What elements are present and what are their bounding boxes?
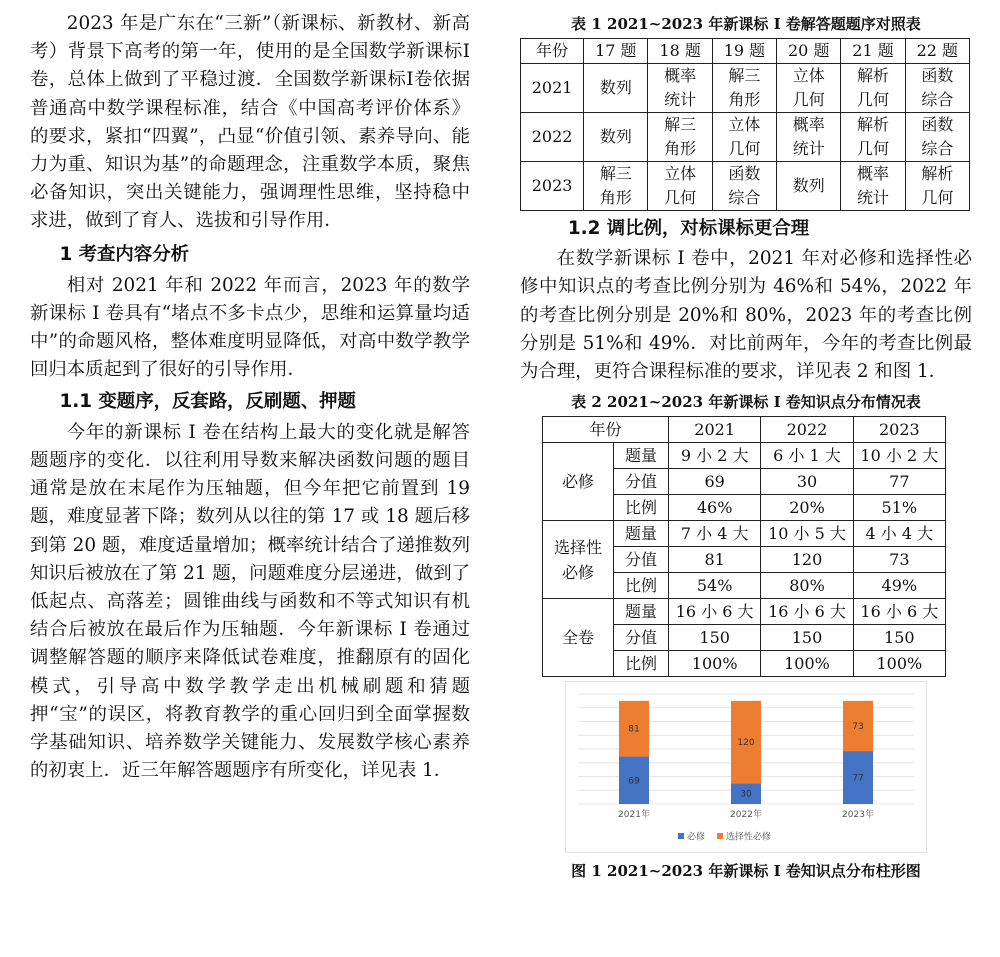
table-1-cell: 概率 统计: [777, 113, 841, 162]
table-1-cell: 解析 几何: [905, 162, 969, 211]
right-column: [520, 0, 972, 881]
table-2-metric-cell: 题量: [614, 443, 669, 469]
table-2-year-cell: 2021: [669, 417, 761, 443]
table-2-header-row: [543, 417, 946, 443]
table-2-cell: 120: [761, 547, 853, 573]
table-1-cell: 数列: [777, 162, 841, 211]
table-2-cell: 30: [761, 469, 853, 495]
table-2-cell: 100%: [853, 651, 945, 677]
table-1-header-cell: 21 题: [841, 39, 905, 64]
table-2-year-header: 年份: [543, 417, 669, 443]
table-1-header-cell: 年份: [521, 39, 584, 64]
table-2-metric-cell: 题量: [614, 599, 669, 625]
table-2-cell: 4 小 4 大: [853, 521, 945, 547]
table-1-row: [521, 113, 970, 162]
section-1-paragraph: 相对 2021 年和 2022 年而言，2023 年的数学新课标 I 卷具有“堵点不多卡点少，思维和运算量均适中”的命题风格，整体难度明显降低，对高中数学教学回归本质起到了很好的引导作用．: [30, 274, 470, 381]
table-1-cell: 函数 综合: [905, 113, 969, 162]
table-1-cell: 概率 统计: [648, 64, 712, 113]
table-2-cell: 100%: [669, 651, 761, 677]
table-2-year-cell: 2023: [853, 417, 945, 443]
table-2-metric-cell: 分值: [614, 547, 669, 573]
table-1-header-cell: 17 题: [584, 39, 648, 64]
table-2-cell: 150: [761, 625, 853, 651]
x-tick-label: 2022年: [730, 810, 762, 821]
figure-1-caption: 图 1 2021~2023 年新课标 I 卷知识点分布柱形图: [571, 862, 921, 881]
table-2-caption: 表 2 2021~2023 年新课标 I 卷知识点分布情况表: [571, 393, 921, 412]
table-2-cell: 80%: [761, 573, 853, 599]
table-2-cell: 150: [853, 625, 945, 651]
table-2-cell: 150: [669, 625, 761, 651]
legend-swatch: [678, 833, 684, 839]
bar-value-label: 77: [852, 773, 864, 784]
table-1-cell: 解析 几何: [841, 64, 905, 113]
table-2-metric-cell: 比例: [614, 573, 669, 599]
x-tick-label: 2023年: [842, 810, 874, 821]
table-1-cell: 解三 角形: [584, 162, 648, 211]
stacked-bar-chart: [566, 682, 926, 852]
table-2-metric-cell: 比例: [614, 495, 669, 521]
section-1-2-heading: 1.2 调比例，对标课标更合理: [567, 218, 810, 239]
x-tick-label: 2021年: [618, 810, 650, 821]
section-1-1-heading: 1.1 变题序，反套路，反刷题、押题: [59, 390, 356, 412]
table-2-cell: 6 小 1 大: [761, 443, 853, 469]
table-2-group-cell: 选择性 必修: [543, 521, 614, 599]
table-2-row: [543, 599, 946, 625]
table-1-header-cell: 18 题: [648, 39, 712, 64]
bar-value-label: 81: [628, 724, 640, 735]
table-1-row: [521, 64, 970, 113]
bar-value-label: 69: [628, 776, 640, 787]
table-1-cell: 解析 几何: [841, 113, 905, 162]
figure-1-chart: [565, 681, 927, 853]
section-1-1-paragraph: 今年的新课标 I 卷在结构上最大的变化就是解答题题序的变化．以往利用导数来解决函数问题的题目通常是放在末尾作为压轴题，但今年把它前置到 19 题，难度显著下降；数列从以往的第 17 或 18 题后移到第 20 题，难度适量增加；概率统计结合了递推数列知识后被放在了第 21 题，问题难度分层递进，做到了低起点、高落差；圆锥曲线与函数和不等式知识有机结合后被放在最后作为压轴题．今年新课标 I 卷通过调整解答题的顺序来降低试卷难度，推翻原有的固化模式，引导高中数学教学走出机械刷题和猜题押“宝”的误区，将教育教学的重心回归到全面掌握数学基础知识、培养数学关键能力、发展数学核心素养的初衷上．近三年解答题题序有所变化，详见表 1．: [30, 421, 470, 782]
table-2-cell: 9 小 2 大: [669, 443, 761, 469]
table-2-cell: 7 小 4 大: [669, 521, 761, 547]
table-2-metric-cell: 题量: [614, 521, 669, 547]
table-1-cell: 解三 角形: [648, 113, 712, 162]
table-2-cell: 10 小 2 大: [853, 443, 945, 469]
table-1: [520, 38, 970, 211]
table-2-cell: 46%: [669, 495, 761, 521]
section-1-2-paragraph: 在数学新课标 I 卷中，2021 年对必修和选择性必修中知识点的考查比例分别为 46%和 54%，2022 年的考查比例分别是 20%和 80%，2023 年的考查比例分别是 51%和 49%．对比前两年，今年的考查比例最为合理，更符合课程标准的要求，详见表 2 和图 1．: [520, 248, 972, 383]
bar-value-label: 30: [740, 789, 752, 800]
table-1-cell: 立体 几何: [712, 113, 776, 162]
bar-value-label: 120: [737, 738, 755, 749]
table-2-year-cell: 2022: [761, 417, 853, 443]
table-2-cell: 100%: [761, 651, 853, 677]
section-1-heading: 1 考查内容分析: [59, 243, 189, 265]
left-column: [30, 0, 470, 785]
table-2-cell: 51%: [853, 495, 945, 521]
table-2: [542, 416, 946, 677]
intro-paragraph: 2023 年是广东在“三新”（新课标、新教材、新高考）背景下高考的第一年，使用的是全国数学新课标I卷，总体上做到了平稳过渡．全国数学新课标I卷依据普通高中数学课程标准，结合《中国高考评价体系》的要求，紧扣“四翼”，凸显“价值引领、素养导向、能力为重、知识为基”的命题理念，注重数学本质，聚焦必备知识，突出关键能力，强调理性思维，坚持稳中求进，做到了育人、选拔和引导作用．: [30, 13, 470, 232]
table-2-cell: 20%: [761, 495, 853, 521]
table-2-cell: 16 小 6 大: [761, 599, 853, 625]
table-2-metric-cell: 比例: [614, 651, 669, 677]
table-1-cell: 函数 综合: [712, 162, 776, 211]
table-2-cell: 49%: [853, 573, 945, 599]
table-2-group-cell: 全卷: [543, 599, 614, 677]
table-1-cell: 数列: [584, 64, 648, 113]
table-1-header-cell: 19 题: [712, 39, 776, 64]
table-1-caption: 表 1 2021~2023 年新课标 I 卷解答题题序对照表: [571, 15, 921, 33]
table-2-cell: 69: [669, 469, 761, 495]
table-1-cell: 立体 几何: [648, 162, 712, 211]
table-1-cell: 2023: [521, 162, 584, 211]
table-1-cell: 解三 角形: [712, 64, 776, 113]
table-1-header-cell: 22 题: [905, 39, 969, 64]
table-2-cell: 73: [853, 547, 945, 573]
table-2-metric-cell: 分值: [614, 625, 669, 651]
table-1-header-row: [521, 39, 970, 64]
table-2-cell: 16 小 6 大: [669, 599, 761, 625]
table-1-cell: 2022: [521, 113, 584, 162]
table-2-cell: 10 小 5 大: [761, 521, 853, 547]
bar-value-label: 73: [852, 722, 864, 733]
table-2-row: [543, 521, 946, 547]
table-2-metric-cell: 分值: [614, 469, 669, 495]
table-1-cell: 数列: [584, 113, 648, 162]
table-1-header-cell: 20 题: [777, 39, 841, 64]
legend-label: 必修: [687, 832, 706, 843]
table-2-cell: 81: [669, 547, 761, 573]
table-2-group-cell: 必修: [543, 443, 614, 521]
table-1-cell: 立体 几何: [777, 64, 841, 113]
table-1-cell: 2021: [521, 64, 584, 113]
table-1-cell: 函数 综合: [905, 64, 969, 113]
table-2-cell: 77: [853, 469, 945, 495]
table-1-cell: 概率 统计: [841, 162, 905, 211]
legend-label: 选择性必修: [726, 832, 772, 843]
table-1-row: [521, 162, 970, 211]
table-2-cell: 16 小 6 大: [853, 599, 945, 625]
table-2-cell: 54%: [669, 573, 761, 599]
table-2-row: [543, 443, 946, 469]
legend-swatch: [717, 833, 723, 839]
